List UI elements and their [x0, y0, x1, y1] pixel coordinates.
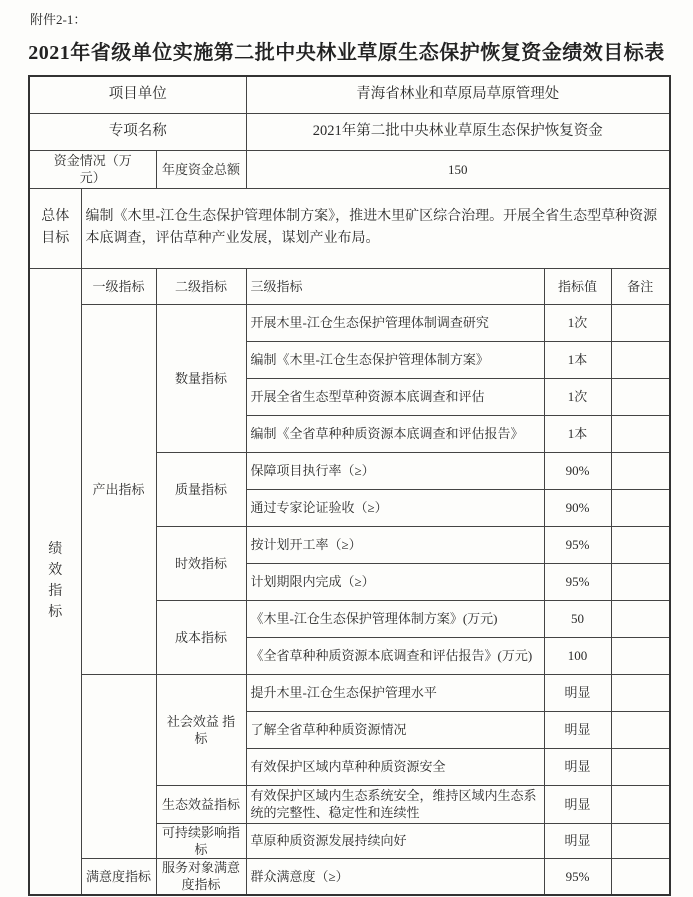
page-title: 2021年省级单位实施第二批中央林业草原生态保护恢复资金绩效目标表: [28, 42, 665, 64]
level1-indicator: [81, 674, 156, 858]
level3-indicator: 保障项目执行率（≥）: [246, 452, 544, 489]
level3-indicator: 《全省草种种质资源本底调查和评估报告》(万元): [246, 637, 544, 674]
level3-indicator: 通过专家论证验收（≥）: [246, 489, 544, 526]
level2-indicator: 服务对象满意度指标: [156, 858, 246, 895]
indicator-value: 95%: [544, 526, 611, 563]
indicator-note: [611, 823, 670, 858]
indicator-note: [611, 378, 670, 415]
level3-indicator: 有效保护区域内草种种质资源安全: [246, 748, 544, 785]
table-row: [29, 858, 670, 895]
level3-indicator: 按计划开工率（≥）: [246, 526, 544, 563]
indicator-note: [611, 600, 670, 637]
table-row: [29, 304, 670, 341]
level2-indicator: 时效指标: [156, 526, 246, 600]
indicator-value: 明显: [544, 823, 611, 858]
level3-indicator: 《木里-江仓生态保护管理体制方案》(万元): [246, 600, 544, 637]
project-name-label: 专项名称: [29, 113, 246, 150]
header-cell: 一级指标: [81, 268, 156, 304]
level3-indicator: 了解全省草种种质资源情况: [246, 711, 544, 748]
indicator-value: 1次: [544, 304, 611, 341]
indicator-value: 明显: [544, 711, 611, 748]
table-row: [29, 674, 670, 711]
level3-indicator: 编制《木里-江仓生态保护管理体制方案》: [246, 341, 544, 378]
level2-indicator: 生态效益指标: [156, 785, 246, 823]
indicator-note: [611, 785, 670, 823]
indicator-note: [611, 526, 670, 563]
header-cell: 二级指标: [156, 268, 246, 304]
header-cell: 三级指标: [246, 268, 544, 304]
overall-goal-label: 总体目标: [29, 188, 81, 268]
indicator-value: 50: [544, 600, 611, 637]
level3-indicator: 提升木里-江仓生态保护管理水平: [246, 674, 544, 711]
indicator-value: 1本: [544, 341, 611, 378]
indicator-note: [611, 637, 670, 674]
level3-indicator: 草原种质资源发展持续向好: [246, 823, 544, 858]
level1-indicator: 产出指标: [81, 304, 156, 674]
indicator-note: [611, 415, 670, 452]
level2-indicator: 可持续影响指标: [156, 823, 246, 858]
indicator-value: 1本: [544, 415, 611, 452]
indicator-note: [611, 304, 670, 341]
indicator-value: 90%: [544, 489, 611, 526]
funding-label: 资金情况（万元）: [29, 150, 156, 188]
indicator-value: 明显: [544, 785, 611, 823]
level3-indicator: 开展木里-江仓生态保护管理体制调查研究: [246, 304, 544, 341]
indicator-note: [611, 711, 670, 748]
level3-indicator: 群众满意度（≥）: [246, 858, 544, 895]
header-cell: 指标值: [544, 268, 611, 304]
performance-indicators-text: 绩效指标: [48, 542, 63, 621]
indicator-note: [611, 674, 670, 711]
indicator-note: [611, 341, 670, 378]
indicator-value: 95%: [544, 858, 611, 895]
level2-indicator: 质量指标: [156, 452, 246, 526]
level3-indicator: 编制《全省草种种质资源本底调查和评估报告》: [246, 415, 544, 452]
level1-indicator: 满意度指标: [81, 858, 156, 895]
level3-indicator: 计划期限内完成（≥）: [246, 563, 544, 600]
overall-goal-text: 编制《木里-江仓生态保护管理体制方案》，推进木里矿区综合治理。开展全省生态型草种资源本底调查，评估草种产业发展，谋划产业布局。: [81, 188, 670, 268]
project-unit-value: 青海省林业和草原局草原管理处: [246, 76, 670, 113]
level2-indicator: 社会效益 指标: [156, 674, 246, 785]
indicator-header-row: [29, 268, 670, 304]
indicator-value: 明显: [544, 674, 611, 711]
funding-sub-label: 年度资金总额: [156, 150, 246, 188]
indicator-note: [611, 858, 670, 895]
indicator-value: 1次: [544, 378, 611, 415]
indicator-value: 100: [544, 637, 611, 674]
project-unit-label: 项目单位: [29, 76, 246, 113]
performance-indicators-label: [29, 268, 81, 895]
project-name-value: 2021年第二批中央林业草原生态保护恢复资金: [246, 113, 670, 150]
level3-indicator: 开展全省生态型草种资源本底调查和评估: [246, 378, 544, 415]
indicator-note: [611, 489, 670, 526]
level3-indicator: 有效保护区域内生态系统安全，维持区域内生态系统的完整性、稳定性和连续性: [246, 785, 544, 823]
indicator-note: [611, 452, 670, 489]
header-cell: 备注: [611, 268, 670, 304]
indicator-note: [611, 563, 670, 600]
level2-indicator: 数量指标: [156, 304, 246, 452]
indicator-note: [611, 748, 670, 785]
indicator-value: 95%: [544, 563, 611, 600]
level2-indicator: 成本指标: [156, 600, 246, 674]
indicator-value: 90%: [544, 452, 611, 489]
indicator-value: 明显: [544, 748, 611, 785]
funding-value: 150: [246, 150, 670, 188]
attachment-label: 附件2-1：: [30, 12, 87, 27]
performance-target-table: [28, 75, 671, 896]
